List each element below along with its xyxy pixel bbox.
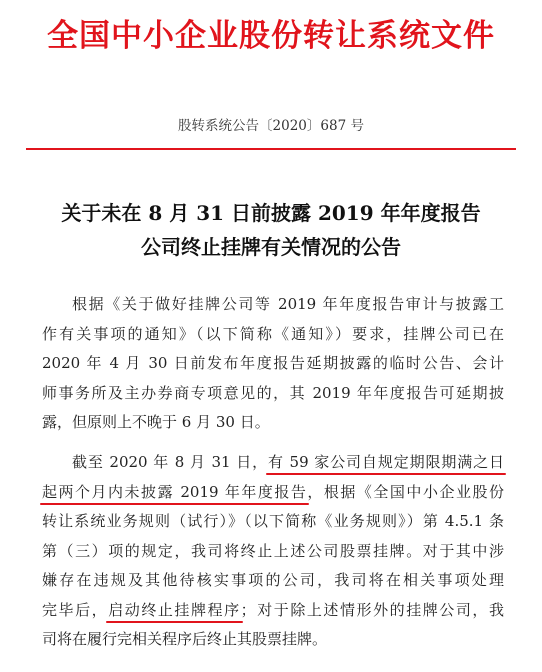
highlight-not-disclosed: 起两个月内未披露 2019 年年度报告 — [42, 482, 308, 501]
highlight-59-companies: 有 59 家公司自规定期限期满之日 — [268, 453, 504, 471]
document-header-title: 全国中小企业股份转让系统文件 — [47, 18, 495, 54]
paragraph-2-line-1 — [42, 448, 504, 478]
paragraph-2-line-7: 司将在履行完相关程序后终止其股票挂牌。 — [42, 630, 328, 648]
highlight-start-delisting: 启动终止挂牌程序 — [108, 600, 241, 619]
paragraph-2-line-2-text: ，根据《全国中小企业股份 — [307, 482, 504, 501]
paragraph-2-line-2 — [42, 478, 504, 508]
paragraph-1-line-2: 作有关事项的通知》（以下简称《通知》）要求，挂牌公司已在 — [42, 324, 504, 343]
paragraph-2-line-1-text: 截至 2020 年 8 月 31 日， — [72, 453, 269, 471]
paragraph-1-line-5: 露，但原则上不晚于 6 月 30 日。 — [42, 413, 270, 431]
document-number: 股转系统公告〔2020〕687 号 — [178, 118, 364, 134]
paragraph-2-line-3: 转让系统业务规则（试行）》（以下简称《业务规则》）第 4.5.1 条 — [42, 512, 504, 530]
paragraph-2-line-4: 第（三）项的规定，我司将终止上述公司股票挂牌。对于其中涉 — [42, 541, 504, 560]
header-divider-line — [26, 148, 516, 150]
paragraph-2-line-6-text-b: ；对于除上述情形外的挂牌公司，我 — [240, 600, 504, 619]
paragraph-2-line-5: 嫌存在违规及其他待核实事项的公司，我司将在相关事项处理 — [42, 571, 504, 589]
paragraph-1-line-4: 师事务所及主办券商专项意见的，其 2019 年年度报告可延期披 — [42, 383, 504, 402]
paragraph-1-line-3: 2020 年 4 月 30 日前发布年度报告延期披露的临时公告、会计 — [42, 354, 504, 372]
paragraph-2-line-6-text-a: 完毕后， — [42, 600, 109, 619]
paragraph-2 — [42, 448, 504, 655]
paragraph-1 — [42, 290, 504, 438]
announcement-title-line-1: 关于未在 8 月 31 日前披露 2019 年年度报告 — [61, 201, 481, 225]
announcement-title-line-2: 公司终止挂牌有关情况的公告 — [141, 235, 401, 259]
paragraph-1-line-1: 根据《关于做好挂牌公司等 2019 年年度报告审计与披露工 — [72, 295, 504, 313]
announcement-title — [0, 196, 542, 264]
paragraph-2-line-6 — [42, 596, 504, 626]
